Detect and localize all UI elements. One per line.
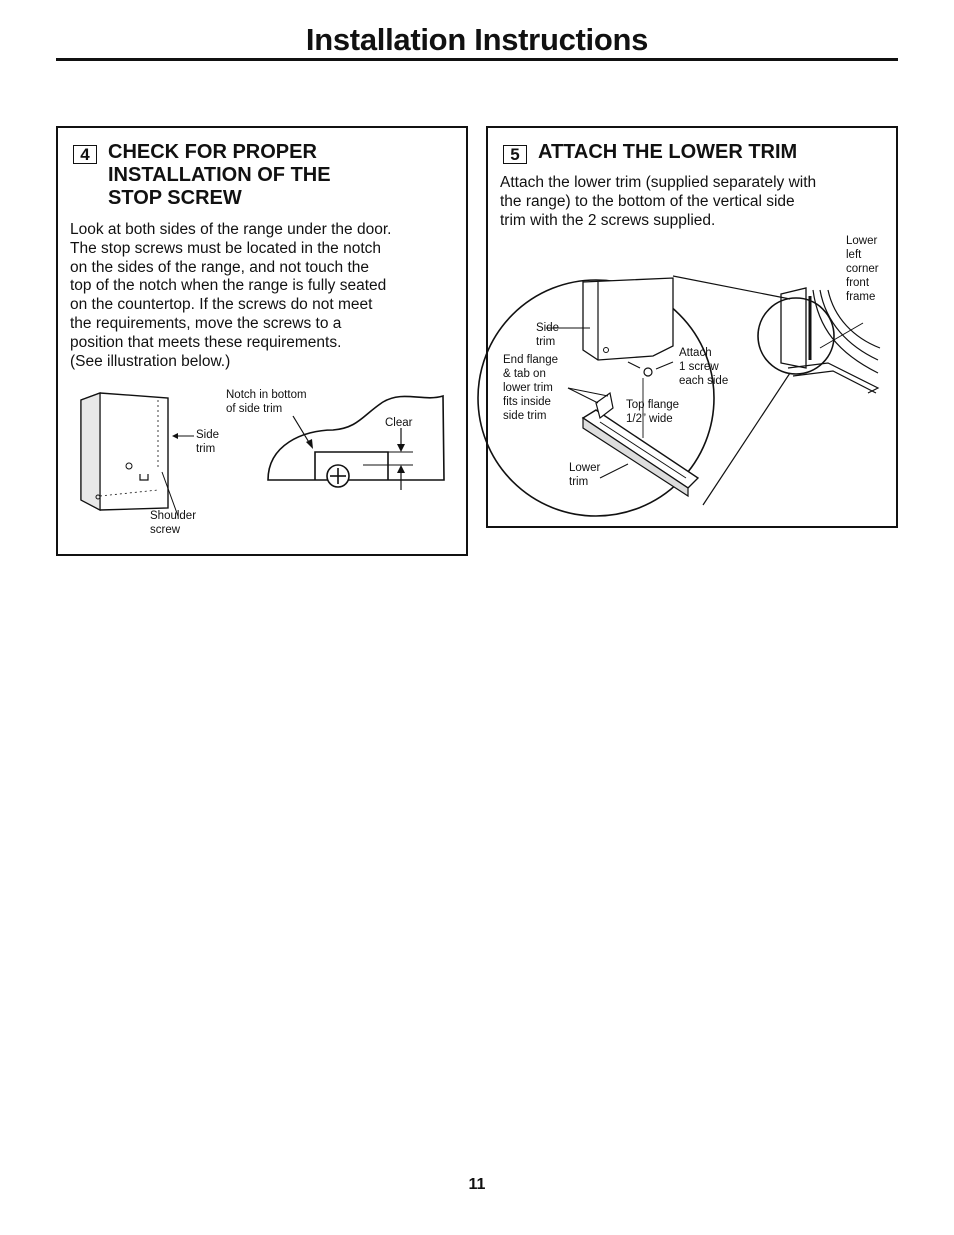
step-5-panel	[486, 126, 898, 528]
page-title: Installation Instructions	[305, 22, 649, 57]
step-5-heading: ATTACH THE LOWER TRIM	[538, 141, 798, 163]
lower-trim-label: Lower trim	[569, 462, 601, 488]
step-4-number: 4	[73, 145, 97, 164]
side-trim-label-5: Side trim	[536, 322, 560, 348]
page-number: 11	[468, 1176, 486, 1193]
step-4-panel	[56, 126, 468, 556]
title-rule	[56, 58, 898, 61]
step-4-body: Look at both sides of the range under the door. The stop screws must be located in the notch on the sides of the range, and not touch the top of the notch when the range is fully seated on the countertop. If the screws do not meet the requirements, move the screws to a position that meets these requirements. (See illustration below.)	[70, 221, 392, 370]
lower-left-corner-label: Lower left corner front frame	[846, 235, 879, 303]
side-trim-leader-lines	[158, 428, 198, 518]
attach-label: Attach 1 screw each side	[679, 347, 729, 387]
top-flange-label: Top flange 1/2” wide	[626, 399, 680, 425]
side-trim-label: Side trim	[196, 429, 220, 455]
screw-icon	[628, 362, 652, 376]
step-4-heading: CHECK FOR PROPER INSTALLATION OF THE STOP SCREW	[108, 141, 331, 209]
end-flange-label: End flange & tab on lower trim fits inside side trim	[503, 354, 558, 422]
shoulder-screw-label: Shoulder screw	[150, 510, 197, 536]
step-5-body: Attach the lower trim (supplied separately with the range) to the bottom of the vertical side trim with the 2 screws supplied.	[500, 174, 817, 229]
clear-label: Clear	[385, 417, 413, 429]
step-5-number: 5	[503, 145, 527, 164]
notch-label: Notch in bottom of side trim	[226, 389, 307, 415]
